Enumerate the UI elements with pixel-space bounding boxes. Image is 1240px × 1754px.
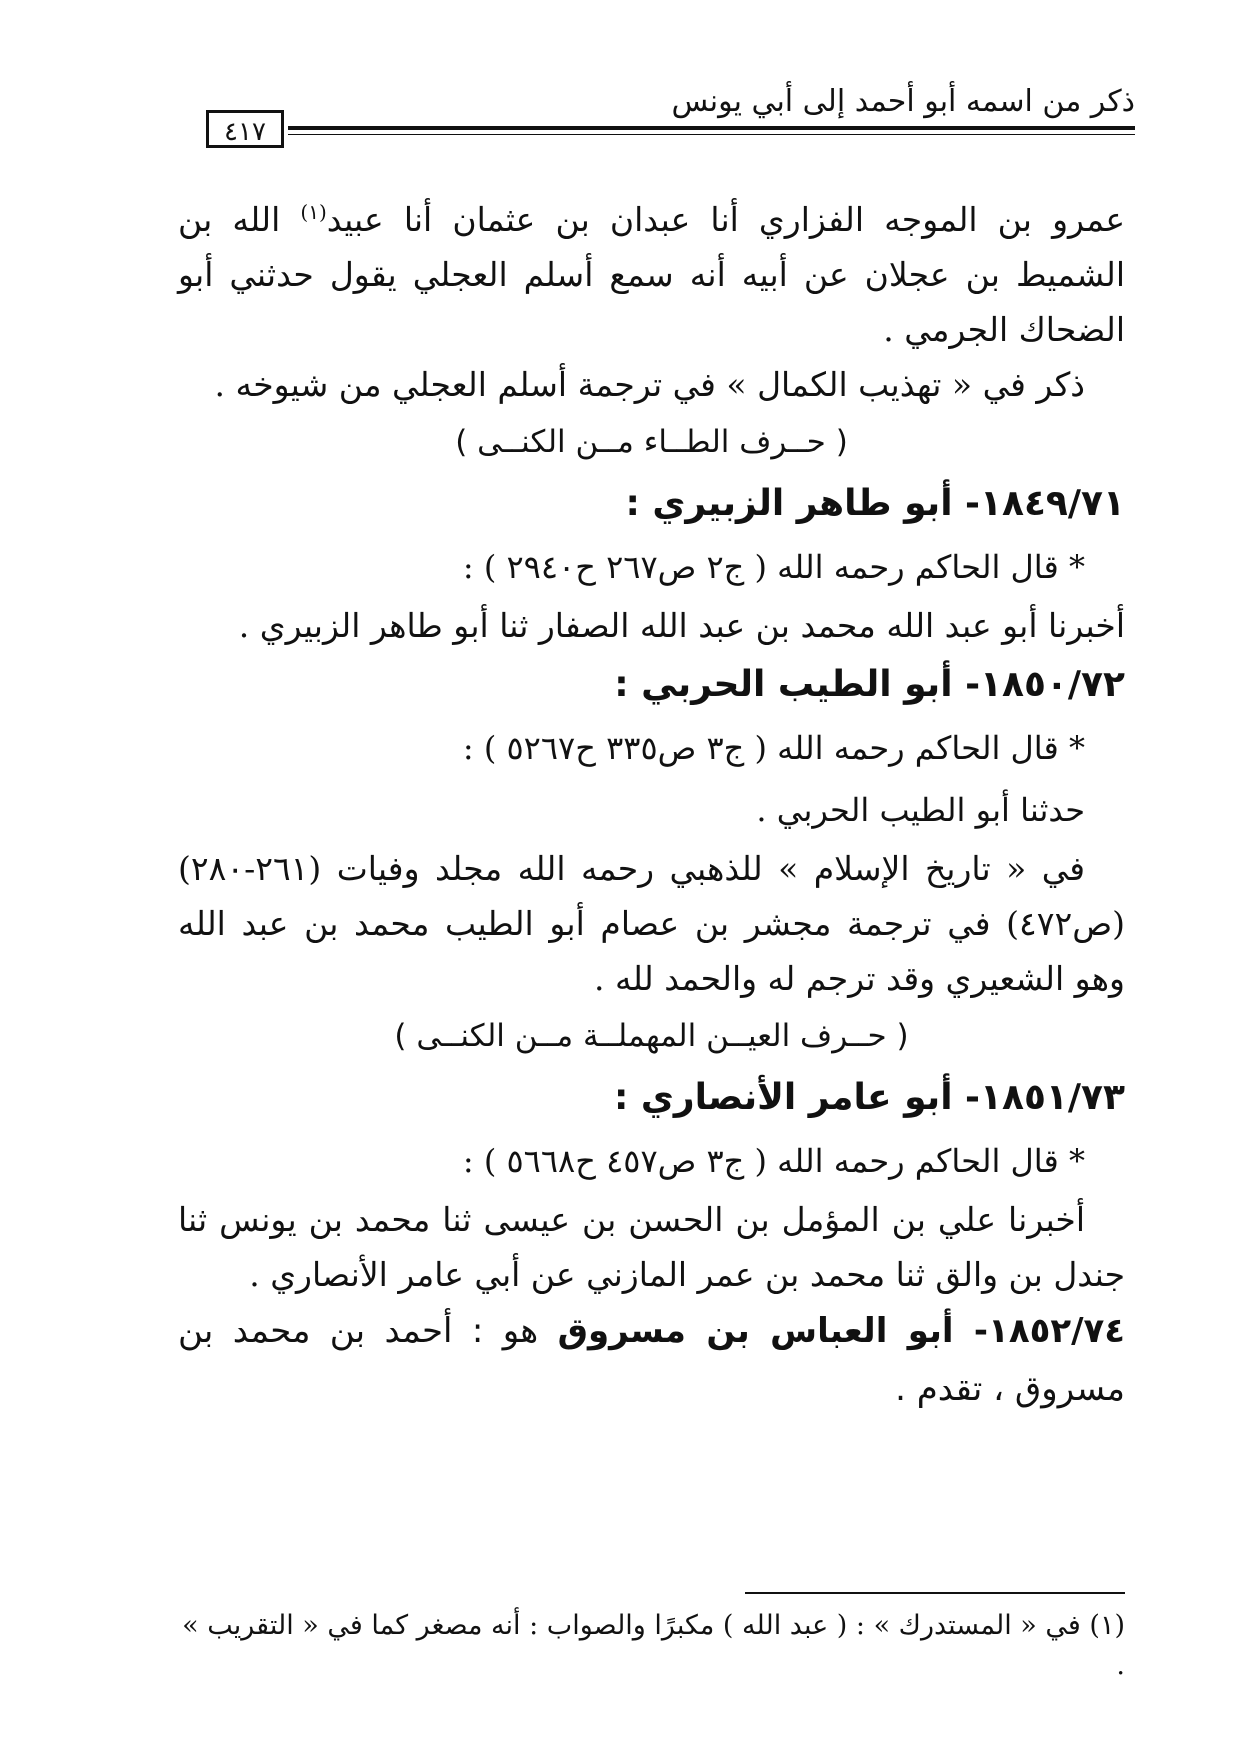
footnote: (١) في « المستدرك » : ( عبد الله ) مكبرًا والصواب : أنه مصغر كما في « التقريب » . — [182, 1610, 1125, 1681]
entry-1850-title: ١٨٥٠/٧٢- أبو الطيب الحربي : — [614, 664, 1125, 705]
entry-1849-title: ١٨٤٩/٧١- أبو طاهر الزبيري : — [625, 483, 1125, 524]
entry-1850-note: في « تاريخ الإسلام » للذهبي رحمه الله مجلد وفيات (٢٦١-٢٨٠) (ص٤٧٢) في ترجمة مجشر بن عصام أبو الطيب محمد بن عبد الله وهو الشعيري وقد ترجم له والحمد لله . — [178, 849, 1125, 998]
header-rule-thin — [288, 134, 1135, 135]
page-number: ٤١٧ — [206, 110, 284, 148]
entry-1851-title: ١٨٥١/٧٣- أبو عامر الأنصاري : — [613, 1077, 1125, 1118]
footnote-rule — [745, 1592, 1125, 1594]
running-title: ذكر من اسمه أبو أحمد إلى أبي يونس — [671, 84, 1135, 119]
section-title-ta: ( حــرف الطــاء مــن الكنــى ) — [455, 424, 848, 460]
entry-1852-text: هو : أحمد بن محمد بن مسروق ، تقدم . — [178, 1311, 1125, 1409]
tahdhib-note: ذكر في « تهذيب الكمال » في ترجمة أسلم العجلي من شيوخه . — [214, 365, 1085, 404]
page-body — [178, 185, 1125, 1418]
entry-1851-source: * قال الحاكم رحمه الله ( ج٣ ص٤٥٧ ح٥٦٦٨ ) : — [462, 1142, 1085, 1180]
continuation-paragraph — [178, 185, 1125, 357]
footnote-marker: (١) — [300, 200, 327, 224]
entry-1849-text: أخبرنا أبو عبد الله محمد بن عبد الله الصفار ثنا أبو طاهر الزبيري . — [238, 606, 1125, 645]
entry-1849-source: * قال الحاكم رحمه الله ( ج٢ ص٢٦٧ ح٢٩٤٠ ) : — [462, 548, 1085, 586]
entry-1852-title: ١٨٥٢/٧٤- أبو العباس بن مسروق — [557, 1311, 1125, 1351]
continuation-text-start: عمرو بن الموجه الفزاري أنا عبدان بن عثمان أنا عبيد — [326, 200, 1126, 239]
header-rule — [288, 126, 1135, 130]
entry-1852 — [178, 1302, 1125, 1418]
entry-1850-source: * قال الحاكم رحمه الله ( ج٣ ص٣٣٥ ح٥٢٦٧ ) : — [462, 729, 1085, 767]
entry-1850-text: حدثنا أبو الطيب الحربي . — [756, 791, 1085, 829]
continuation-text-end: الله بن الشميط بن عجلان عن أبيه أنه سمع أسلم العجلي يقول حدثني أبو الضحاك الجرمي . — [178, 200, 1125, 349]
entry-1851-text: أخبرنا علي بن المؤمل بن الحسن بن عيسى ثنا محمد بن يونس ثنا جندل بن والق ثنا محمد بن عمر المازني عن أبي عامر الأنصاري . — [178, 1200, 1125, 1294]
section-title-ain: ( حــرف العيــن المهملــة مــن الكنــى ) — [394, 1018, 909, 1054]
